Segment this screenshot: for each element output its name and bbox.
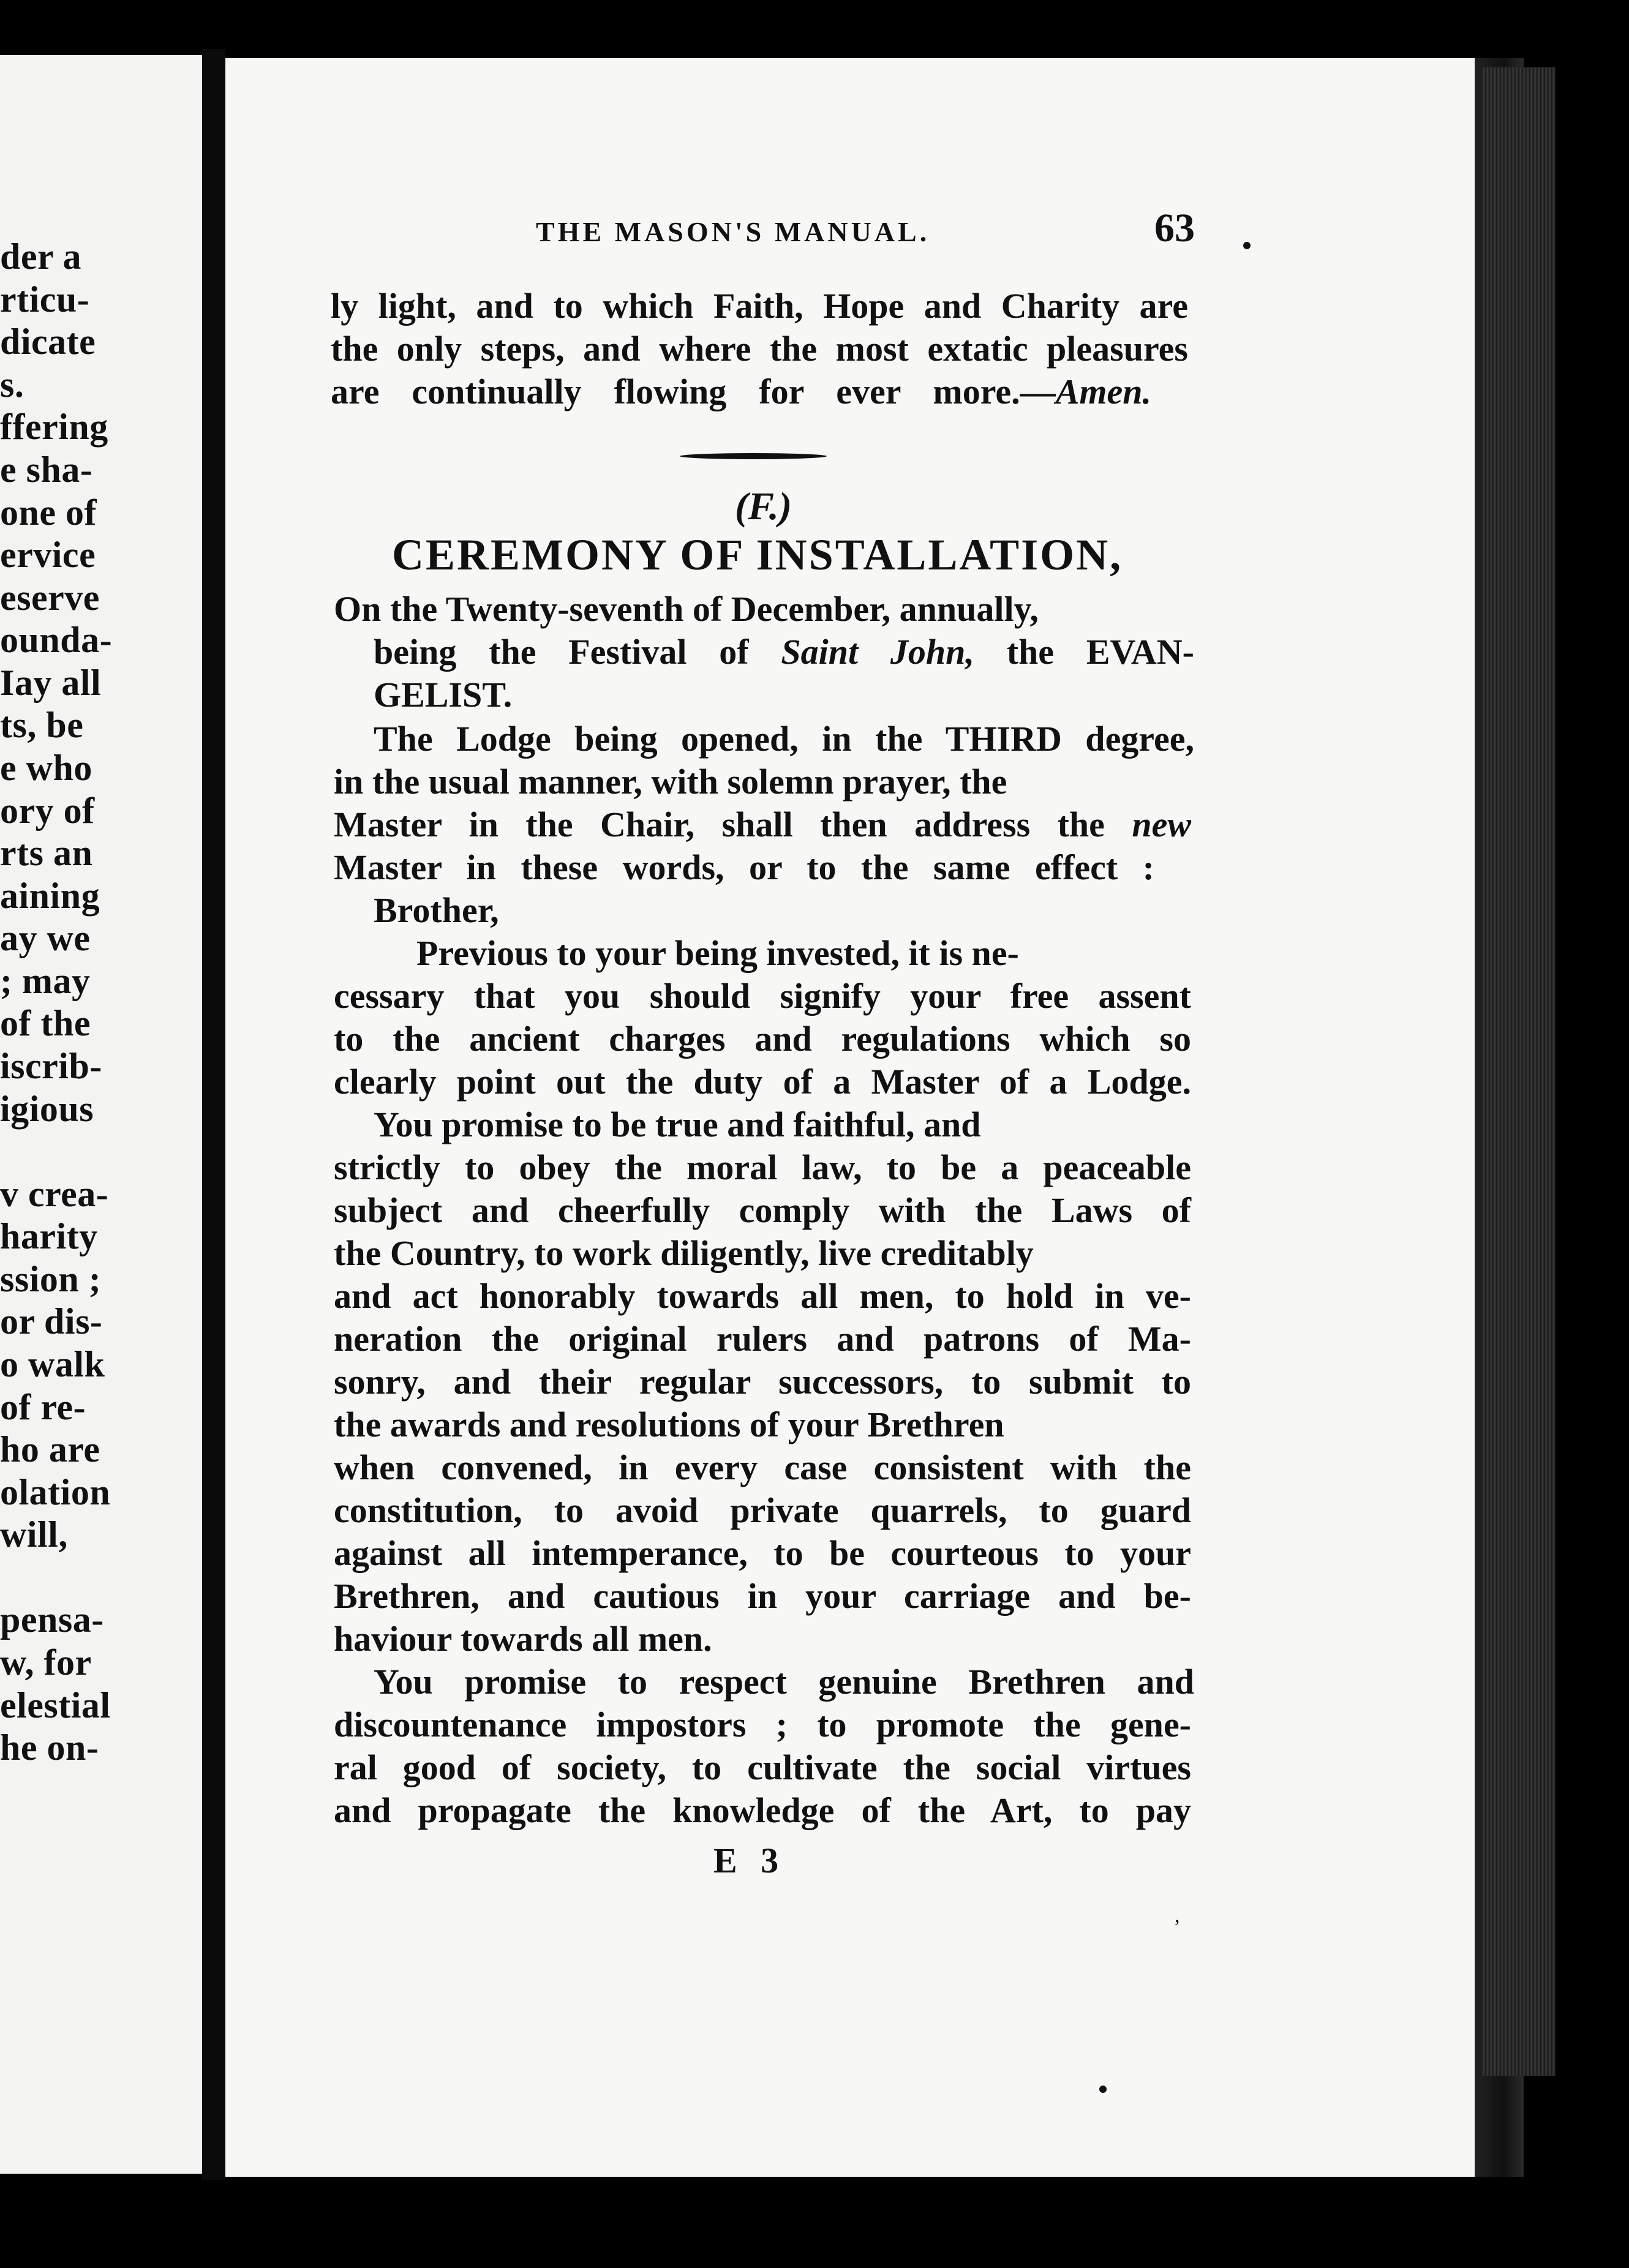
facing-page-line: dicate [0, 321, 96, 362]
facing-page-line: will, [0, 1514, 68, 1555]
facing-page-line: of the [0, 1003, 91, 1043]
text-line [334, 803, 1191, 846]
facing-page-line: he on- [0, 1727, 99, 1768]
text-run: to the ancient charges and regulations which so [334, 1019, 1191, 1059]
text-line [334, 1703, 1191, 1746]
text-line [334, 1275, 1191, 1318]
text-run: GELIST. [374, 675, 513, 715]
text-run: Master in the Chair, shall then address the [334, 805, 1132, 844]
text-line [334, 846, 1154, 889]
facing-page-line: e who [0, 748, 92, 788]
facing-page-line: Iay all [0, 663, 102, 703]
text-run: Brother, [374, 890, 499, 930]
facing-page-line: elestial [0, 1685, 111, 1725]
facing-page-line: ssion ; [0, 1259, 102, 1299]
text-line [334, 1361, 1191, 1403]
text-line [334, 1232, 1034, 1275]
text-line [334, 1618, 712, 1661]
text-line [374, 674, 512, 716]
facing-page-line: or dis- [0, 1301, 103, 1342]
book-gutter [202, 49, 225, 2180]
text-run: clearly point out the duty of a Master of a Lodge. [334, 1062, 1191, 1102]
facing-page-line: s. [0, 364, 24, 405]
text-line [334, 1189, 1191, 1232]
text-run: cessary that you should signify your free assent [334, 976, 1191, 1016]
facing-page-line: ounda- [0, 620, 113, 660]
text-run: neration the original rulers and patrons of Ma- [334, 1319, 1191, 1359]
text-run: being the Festival of [374, 632, 781, 672]
text-line [334, 1446, 1191, 1489]
text-run: and act honorably towards all men, to hold in ve- [334, 1276, 1191, 1316]
text-line [374, 1661, 1194, 1703]
text-line [334, 1532, 1191, 1575]
facing-page-line: iscrib- [0, 1046, 102, 1086]
facing-page-line: o walk [0, 1344, 105, 1384]
text-line [334, 1146, 1191, 1189]
text-run: discountenance impostors ; to promote the gene- [334, 1705, 1191, 1744]
text-line [331, 370, 1151, 413]
text-run: Master in these words, or to the same effect : [334, 847, 1154, 887]
text-line [334, 1489, 1191, 1532]
facing-page-line: rts an [0, 833, 93, 873]
text-run: sonry, and their regular successors, to submit to [334, 1362, 1191, 1402]
facing-page-line: ervice [0, 535, 96, 575]
facing-page-line: ts, be [0, 705, 84, 745]
text-run: strictly to obey the moral law, to be a peaceable [334, 1147, 1191, 1187]
text-run: ly light, and to which Faith, Hope and Charity are [331, 286, 1188, 326]
text-run: are continually flowing for ever more.— [331, 372, 1056, 411]
text-line [334, 1061, 1191, 1103]
text-run: the Country, to work diligently, live creditably [334, 1233, 1034, 1273]
text-run: On the Twenty-seventh of December, annually, [334, 589, 1039, 629]
running-head: THE MASON'S MANUAL. [536, 216, 930, 247]
text-line [334, 1789, 1191, 1832]
text-line [331, 285, 1188, 328]
text-run: constitution, to avoid private quarrels, to guard [334, 1490, 1191, 1530]
text-run: You promise to be true and faithful, and [374, 1105, 981, 1144]
text-line [374, 1103, 981, 1146]
text-line [374, 889, 499, 932]
section-letter: (F.) [735, 484, 792, 528]
facing-page-line: eserve [0, 577, 100, 618]
text-run: against all intemperance, to be courteous to your [334, 1533, 1191, 1573]
text-line [374, 631, 1194, 674]
facing-page-line: of re- [0, 1387, 86, 1427]
text-line [334, 760, 1007, 803]
text-run: when convened, in every case consistent with the [334, 1448, 1191, 1487]
facing-page-line: ffering [0, 407, 108, 447]
facing-page-line: pensa- [0, 1599, 104, 1640]
ink-speck [1243, 242, 1251, 249]
text-run: You promise to respect genuine Brethren and [374, 1662, 1194, 1702]
facing-page-line: rticu- [0, 279, 90, 320]
text-run: The Lodge being opened, in the THIRD degree, [374, 719, 1194, 759]
facing-page-line: olation [0, 1472, 111, 1512]
section-rule [680, 453, 827, 459]
text-line [416, 932, 1019, 975]
text-run: subject and cheerfully comply with the Laws of [334, 1190, 1191, 1230]
text-line [334, 1018, 1191, 1061]
page-number: 63 [1154, 206, 1195, 250]
text-run: the awards and resolutions of your Brethren [334, 1405, 1004, 1444]
ink-speck [1099, 2086, 1107, 2093]
text-run: the only steps, and where the most extatic pleasures [331, 329, 1188, 369]
text-line [334, 1403, 1004, 1446]
text-line [331, 328, 1188, 370]
facing-page-line: ay we [0, 918, 91, 958]
text-line [334, 588, 1039, 631]
text-run: in the usual manner, with solemn prayer, the [334, 762, 1007, 802]
text-line [334, 975, 1191, 1018]
facing-page-line: w, for [0, 1642, 92, 1683]
facing-page-line: der a [0, 236, 82, 277]
text-line [374, 718, 1194, 760]
text-line [334, 1575, 1191, 1618]
italic-run: new [1132, 805, 1191, 844]
facing-page-line: e sha- [0, 449, 93, 490]
facing-page-line: aining [0, 876, 100, 916]
facing-page-line: one of [0, 492, 97, 533]
text-run: Previous to your being invested, it is ne- [416, 933, 1019, 973]
text-line [334, 1746, 1191, 1789]
italic-run: Saint John, [781, 632, 974, 672]
italic-run: Amen. [1055, 372, 1151, 411]
page-edge-leaves [1482, 67, 1556, 2076]
text-run: the EVAN- [974, 632, 1195, 672]
facing-page [0, 55, 202, 2174]
text-line [334, 1318, 1191, 1361]
pen-mark: , [1175, 1904, 1180, 1927]
signature-mark: E 3 [713, 1841, 786, 1880]
section-heading: CEREMONY OF INSTALLATION, [392, 530, 1123, 579]
facing-page-line: v crea- [0, 1174, 109, 1214]
facing-page-line: harity [0, 1216, 98, 1256]
facing-page-line: ory of [0, 790, 95, 831]
text-run: ral good of society, to cultivate the social virtues [334, 1748, 1191, 1787]
text-run: and propagate the knowledge of the Art, to pay [334, 1790, 1191, 1830]
text-run: Brethren, and cautious in your carriage and be- [334, 1576, 1191, 1616]
facing-page-line: igious [0, 1089, 94, 1129]
text-run: haviour towards all men. [334, 1619, 712, 1659]
facing-page-line: ho are [0, 1429, 100, 1470]
facing-page-line: ; may [0, 961, 91, 1001]
